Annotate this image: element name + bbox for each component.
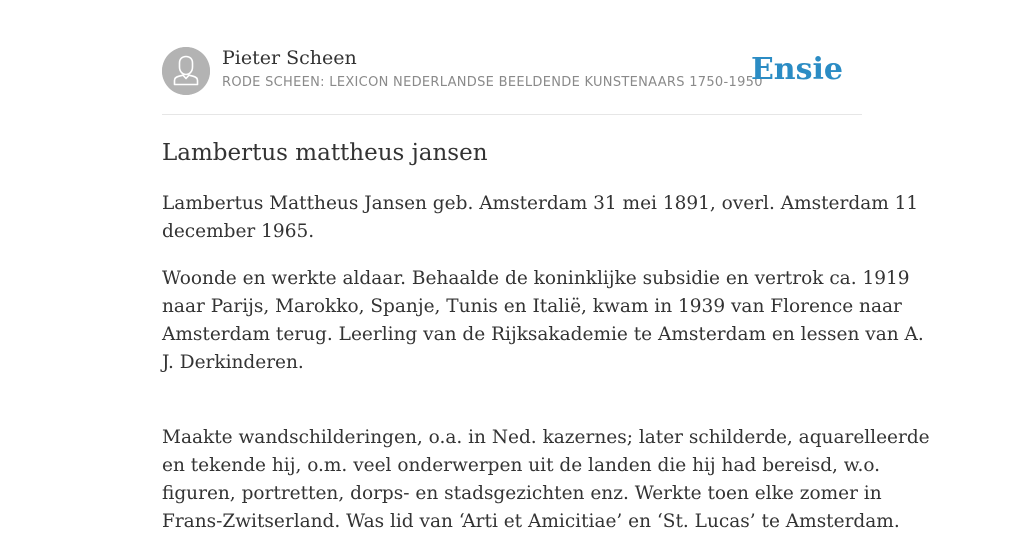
author-name[interactable]: Pieter Scheen [222,47,357,69]
source-title[interactable]: RODE SCHEEN: LEXICON NEDERLANDSE BEELDENDE KUNSTENAARS 1750-1950 [222,75,763,90]
ensie-logo[interactable]: Ensie [750,52,843,87]
text-line: Woonde en werkte aldaar. Behaalde de koninklijke subsidie en vertrok ca. 1919 [162,268,910,289]
text-line: Maakte wandschilderingen, o.a. in Ned. kazernes; later schilderde, aquarelleerde [162,427,930,448]
user-avatar-icon[interactable] [162,47,210,95]
article-body [162,190,930,555]
text-line: december 1965. [162,221,315,242]
text-line: Amsterdam terug. Leerling van de Rijksakademie te Amsterdam en lessen van A. [162,324,924,345]
article-header [162,46,862,115]
page-title: Lambertus mattheus jansen [162,140,488,166]
paragraph-work [162,424,930,536]
paragraph-birth [162,190,919,246]
text-line: Frans-Zwitserland. Was lid van ‘Arti et Amicitiae’ en ‘St. Lucas’ te Amsterdam. [162,511,900,532]
paragraph-spacer [162,396,862,424]
text-line: en tekende hij, o.m. veel onderwerpen uit de landen die hij had bereisd, w.o. [162,455,881,476]
text-line: naar Parijs, Marokko, Spanje, Tunis en Italië, kwam in 1939 van Florence naar [162,296,902,317]
text-line: figuren, portretten, dorps- en stadsgezichten enz. Werkte toen elke zomer in [162,483,882,504]
text-line: J. Derkinderen. [162,352,304,373]
paragraph-career [162,265,924,377]
text-line: Lambertus Mattheus Jansen geb. Amsterdam 31 mei 1891, overl. Amsterdam 11 [162,193,919,214]
